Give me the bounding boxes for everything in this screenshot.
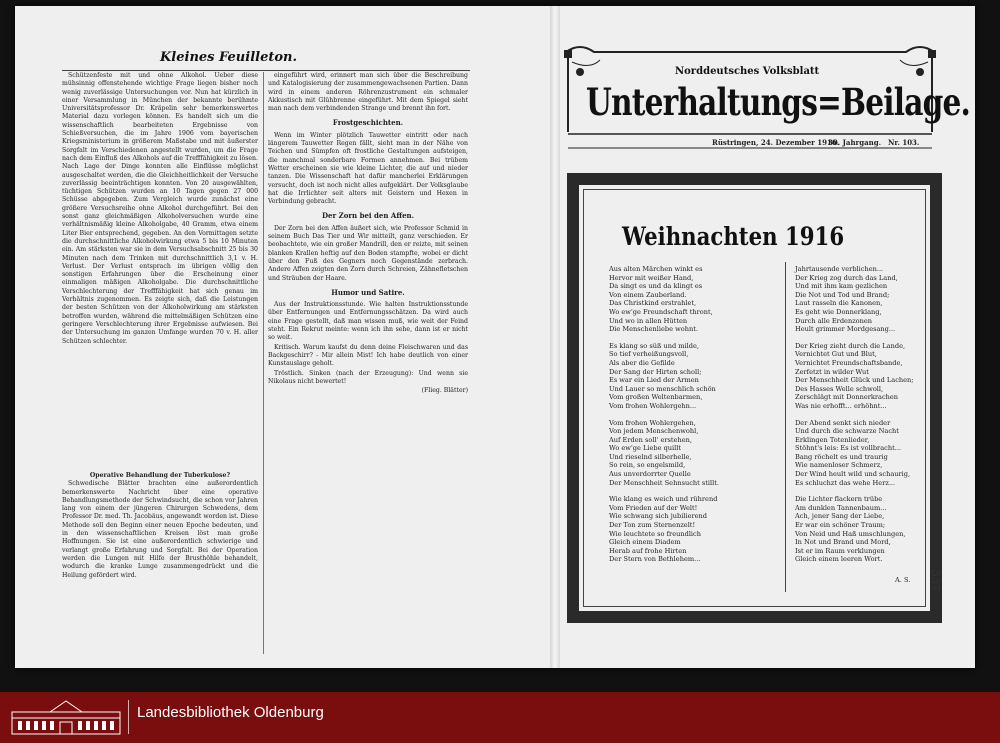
poem-line: Bang röchelt es und traurig <box>795 452 888 461</box>
poem-stanza <box>795 419 914 488</box>
page-fold <box>550 6 560 668</box>
poem-line: Und durch die schwarze Nacht <box>795 427 899 436</box>
article-humor: Aus der Instruktionsstunde. Wie halten Instruktionsstunde über Entfernungen und Entfernungsschätzen. Da wird auch eine Frage gestellt, daß man wissen muß, wie weit der Feind steht. Ein Rekrut meinte: wenn ich ihn sehe, dann ist er nicht so weit. <box>268 301 468 342</box>
article-tuberkulose: Schwedische Blätter brachten eine außerordentlich bemerkenswerte Nachricht über eine operative Behandlungsmethode der Schwindsucht, die schon vor Jahren lang von einem der jüngeren Chirurgen Schwedens, dem Professor Dr. med. Th. Jacobäus, angewandt worden ist. Diese Methode soll den Beginn einer neuen Epoche bedeuten, und in den wissenschaftlichen Kreisen löst man große Hoffnungen. Sie ist eine außerordentlich schwierige und verlangt große Erfahrung und Sorgfalt. Bei der Operation werden die Lungen mit Hilfe der Brusthöhle behandelt, wodurch die kranke Lunge zusammengedrückt und die Heilung gefördert wird. <box>62 480 258 579</box>
page-number: 537 <box>929 570 942 591</box>
poem-line: Die Not und Tod und Brand; <box>795 290 890 299</box>
poem-line: Es schluchzt das wehe Herz... <box>795 478 896 487</box>
column-1-top <box>62 72 258 464</box>
poem-line: Der Abend senkt sich nieder <box>795 418 891 427</box>
poem-line: Es war ein Lied der Armen <box>609 376 699 385</box>
column-2 <box>268 72 468 656</box>
poem-line: Wie namenloser Schmerz, <box>795 461 883 470</box>
masthead-place-date: Rüstringen, 24. Dezember 1916. <box>712 138 840 147</box>
poem-line: Wie leuchtete so freundlich <box>609 529 701 538</box>
poem-line: In Not und Brand und Mord, <box>795 538 891 547</box>
poem-line: Auf Erden soll' erstehen, <box>609 435 692 444</box>
library-building-icon <box>10 698 122 736</box>
poem-line: Der Stern von Bethlehem... <box>609 555 701 564</box>
poem-line: Das Christkind erstrahlet, <box>609 299 697 308</box>
feuilleton-title: Kleines Feuilleton. <box>160 50 297 65</box>
poem-line: Zerfetzt in wilder Wut <box>795 367 869 376</box>
poem-line: Gleich einem Diadem <box>609 538 681 547</box>
poem-line: Des Hasses Welle schwoll, <box>795 384 884 393</box>
poem-line: Am dunklen Tannenbaum... <box>795 503 887 512</box>
poem-signature: A. S. <box>895 576 911 584</box>
masthead-subtitle: Norddeutsches Volksblatt <box>675 66 820 77</box>
poem-line: Es geht wie Donnerklang, <box>795 307 882 316</box>
poem-stanza <box>795 495 914 564</box>
poem-line: Vom frohen Wohlergehn... <box>609 401 697 410</box>
poem-divider <box>785 262 786 592</box>
poem-line: Der Menschheit Sehnsucht stillt. <box>609 478 719 487</box>
poem-line: Der Krieg zieht durch die Lande, <box>795 341 906 350</box>
poem-line: Als aber die Gefilde <box>609 358 675 367</box>
article-schuetzenfeste: Schützenfeste mit und ohne Alkohol. Ueber diese mühsinnig offenstehende wichtige Frage liegen bisher noch wenig zuverlässige Untersuchungen vor. Nun hat kürzlich in einer Versammlung in München der bekannte berühmte Universitätsprofessor Dr. Kräpelin sehr bemerkenswertes Material dazu vorlegen können. Es handelt sich um die wissenschaftlich bearbeiteten Ergebnisse von Schießversuchen, die im Jahre 1906 vom bayerischen Kriegsministerium in größerem Maßstabe und mit äußerster Sorgfalt im Verschiedenen angestellt wurden, um die Frage nach dem Einfluß des Alkohols auf die Trefffähigkeit zu lösen. Nach Lage der Dinge konnten alle Einflüsse möglichst ausgeschaltet werden, die die Gleichheitlichkeit der Versuche zuverlässig beeinträchtigen konnten. Von 20 ausgewählten, tüchtigen Schützen wurden an 10 Tagen gegen 27 000 Schüsse abgegeben. Zum Vergleich wurde zunächst eine größere Versuchsreihe ohne Alkohol durchgeführt. Bei den sonst ganz gleichmäßigen Alkoholversuchen wurde eine verhältnismäßig kleine Alkoholgabe, 40 Gramm, etwa einem Liter Bier entsprechend, gegeben. An den Vormittagen setzte die durchschnittliche Alkoholwirkung etwa 5 bis 10 Minuten ein. Am stärksten war sie in dem Versuchsabschnitt 25 bis 30 Minuten nach dem Trinken mit durchschnittlich 3,1 v. H. Verlust. Der Verlust entsprach im übrigen völlig den sonstigen Erfahrungen über die Erscheinung einer einmaligen mäßigen Alkoholgabe. Die durchschnittliche Verschlechterung der Trefffähigkeit hat sich genau im Verhältnis zugenommen. Es zeigte sich, daß die Leistungen der besten Schützen von der Alkoholwirkung am stärksten betroffen wurden, während die mittelmäßigen Schützen eine geringere Verschlechterung ihrer Ergebnisse aufwiesen. Bei der Untersuchung im ganzen Umfange wurden 70 v. H. aller Schützen schlechter. <box>62 72 258 345</box>
poem-line: Vom Frieden auf der Welt! <box>609 503 698 512</box>
poem-line: Hervor mit weißer Hand, <box>609 273 694 282</box>
poem-line: Der Wind heult wild und schaurig, <box>795 470 911 479</box>
poem-line: Durch alle Erdenzonen <box>795 316 873 325</box>
poem-line: Erklingen Totenlieder, <box>795 435 870 444</box>
poem-stanza <box>609 265 719 334</box>
poem-line: Aus unverdorrter Quelle <box>609 470 691 479</box>
article-heading-affen: Der Zorn bei den Affen. <box>321 211 415 221</box>
poem-line: Heult grimmer Mordgesang... <box>795 325 896 334</box>
masthead-title: Unterhaltungs=Beilage. <box>586 80 971 124</box>
poem-stanza <box>609 419 719 488</box>
article-heading-frost: Frostgeschichten. <box>332 118 404 128</box>
poem-line: Der Ton zum Sternenzelt! <box>609 521 696 530</box>
poem-line: Von jedem Menschenwohl, <box>609 427 699 436</box>
poem-line: Stöhnt's leis: Es ist vollbracht... <box>795 444 902 453</box>
article-credit: (Flieg. Blätter) <box>421 387 468 395</box>
poem-line: Wo ew'ge Liebe quillt <box>609 444 682 453</box>
poem-line: Und mit ihm kam gezlichen <box>795 282 888 291</box>
masthead-number: Nr. 103. <box>888 138 920 147</box>
poem-line: Von einem Zauberland. <box>609 290 687 299</box>
poem-right-column <box>795 265 914 572</box>
poem-line: Was nie erhofft... erhöhnt... <box>795 401 887 410</box>
poem-line: Er war ein schöner Traum; <box>795 521 886 530</box>
article-affen: Der Zorn bei den Affen äußert sich, wie Professor Schmid in seinem Buch Das Tier und Wir mitteilt, ganz verschieden. Er beobachtete, wie ein großer Mandrill, den er reizte, mit seinen blanken Krallen heftig auf den Boden stampfte, wobei er dicht über den Fuß des Gegners noch Gegenstände zerbrach. Andere Affen zeigten den Zorn durch Schreien, Zähnefletschen und Sträuben der Haare. <box>268 224 468 282</box>
poem-line: Ist er im Raum verklungen <box>795 546 885 555</box>
poem-line: Wie schwang sich jubilierend <box>609 512 708 521</box>
poem-stanza <box>609 342 719 411</box>
footer-separator <box>128 700 129 734</box>
poem-line: Jahrtausende verblichen... <box>795 265 884 273</box>
poem-line: Gleich einem leeren Wort. <box>795 555 883 564</box>
poem-line: Der Krieg zog durch das Land, <box>795 273 898 282</box>
poem-left-column <box>609 265 719 572</box>
poem-line: Zerschlägt mit Donnerkrachen <box>795 393 899 402</box>
poem-title: Weihnachten 1916 <box>622 222 845 251</box>
library-footer <box>0 692 1000 743</box>
poem-line: Da singt es und da klingt es <box>609 282 703 291</box>
article-continuation: eingeführt wird, erinnert man sich über die Beschreibung und Katalogisierung der zusammengewachsenen Partien. Dann wird in einem anderen Röhrenzustrument ein schmaler Akkustisch mit Glühbrenne eingeführt. Mit dem Spiegel sieht man nach dem verbindenden Strange und brennt ihn fort. <box>268 72 468 113</box>
poem-line: So rein, so engelsmild, <box>609 461 686 470</box>
article-kritisch: Kritisch. Warum kaufst du denn deine Fleischwaren und das Backgeschirr? - Mir allein Mist! Ich habe deutlich von einer Kunstauslage geholt. <box>268 343 468 368</box>
poem-stanza <box>795 265 914 334</box>
poem-line: Laut rasseln die Kanonen, <box>795 299 883 308</box>
title-rule <box>62 70 470 71</box>
article-troestlich: Tröstlich. Sinken (nach der Erzeugung): Und wenn sie Nikolaus nicht bewertet! <box>268 369 468 385</box>
poem-line: Wie klang es weich und rührend <box>609 495 718 504</box>
article-heading-humor: Humor und Satire. <box>331 287 405 297</box>
poem-line: Vernichtet Freundschaftsbande, <box>795 358 903 367</box>
poem-line: Der Menschheit Glück und Lachen; <box>795 376 914 385</box>
poem-line: Und Lauer so menschlich schön <box>609 384 716 393</box>
masthead <box>560 42 971 160</box>
poem-line: Vernichtet Gut und Blut, <box>795 350 877 359</box>
poem-line: Vom großen Weltenbarmen, <box>609 393 703 402</box>
poem-line: Und wo in allen Hütten <box>609 316 688 325</box>
poem-line: Vom frohen Wohlergehen, <box>609 418 696 427</box>
library-name: Landesbibliothek Oldenburg <box>137 704 324 721</box>
column-1-bottom <box>62 472 258 656</box>
poem-line: Aus alten Märchen winkt es <box>609 265 703 273</box>
poem-line: Es klang so süß und milde, <box>609 341 699 350</box>
poem-line: So tief verheißungsvoll, <box>609 350 689 359</box>
article-heading-tuberkulose: Operative Behandlung der Tuberkulose? <box>89 472 231 479</box>
poem-line: Ach, jener Sang der Liebe, <box>795 512 885 521</box>
poem-line: Herab auf frohe Hirten <box>609 546 687 555</box>
masthead-volume: 30. Jahrgang. <box>828 138 882 147</box>
poem-line: Von Neid und Haß umschlungen, <box>795 529 906 538</box>
poem-line: Die Lichter flackern trübe <box>795 495 883 504</box>
article-frost: Wenn im Winter plötzlich Tauwetter eintritt oder nach längerem Tauwetter Regen fällt, sieht man in der Nähe von Teichen und Sümpfen oft frostliche Gestaltungen aufsteigen, die manchmal sonderbare Formen annehmen. Bei trübem Wetter erscheinen sie wie kleine Lichter, die auf und nieder tanzen. Die Wissenschaft hat dafür mancherlei Erklärungen versucht, doch ist noch nicht alles aufgeklärt. Der Volksglaube hat die Irrlichter seit alters mit Geistern und Hexen in Verbindung gebracht. <box>268 131 468 206</box>
poem-line: Die Menschenliebe wohnt. <box>609 325 698 334</box>
poem-line: Und rieselnd silberhelle, <box>609 452 692 461</box>
column-divider <box>263 72 264 654</box>
poem-stanza <box>795 342 914 411</box>
poem-line: Der Sang der Hirten scholl; <box>609 367 702 376</box>
poem-line: Wo ew'ge Freundschaft thront, <box>609 307 713 316</box>
poem-stanza <box>609 495 719 564</box>
